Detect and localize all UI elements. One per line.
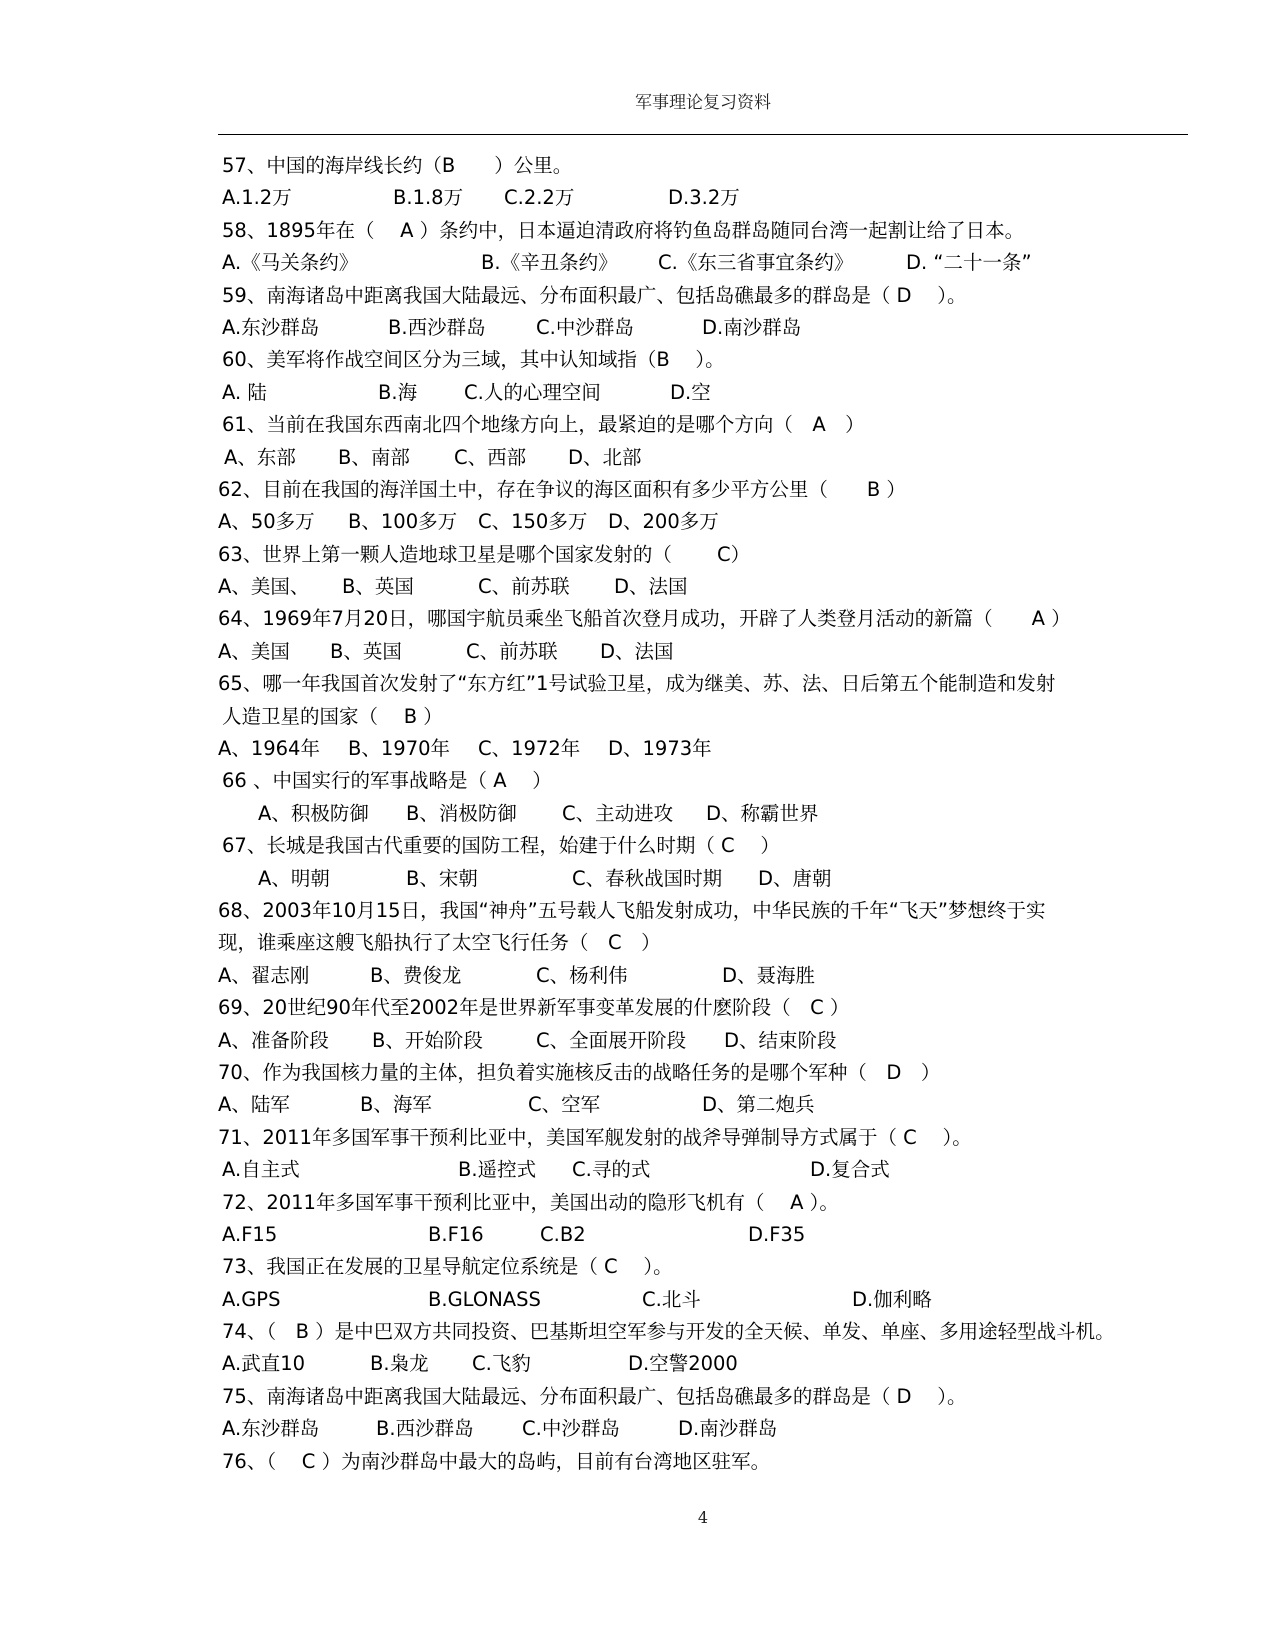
question-line — [218, 1381, 1208, 1413]
question-text: 64、1969年7月20日，哪国宇航员乘坐飞船首次登月成功，开辟了人类登月活动的新篇（ A ） — [218, 607, 1071, 631]
question-text: 71、2011年多国军事干预利比亚中，美国军舰发射的战斧导弹制导方式属于（ C ）。 — [218, 1125, 972, 1149]
answer-option: D、聂海胜 — [722, 963, 816, 987]
answer-option: A.东沙群岛 — [222, 315, 320, 339]
answer-option: C.飞豹 — [472, 1352, 531, 1376]
options-line — [218, 506, 1208, 538]
answer-option: D、唐朝 — [758, 866, 832, 890]
answer-option: D、法国 — [614, 575, 688, 599]
answer-option: B、海军 — [360, 1093, 432, 1117]
question-line — [218, 765, 1208, 797]
options-line — [218, 863, 1208, 895]
question-text: 70、作为我国核力量的主体，担负着实施核反击的战略任务的是哪个军种（ D ） — [218, 1060, 941, 1084]
answer-option: C.寻的式 — [572, 1158, 651, 1182]
answer-option: C.《东三省事宜条约》 — [658, 251, 854, 275]
question-text: 66 、中国实行的军事战略是（ A ） — [222, 769, 552, 793]
answer-option: B.F16 — [428, 1222, 484, 1246]
answer-option: C、主动进攻 — [562, 801, 674, 825]
question-line — [218, 150, 1208, 182]
answer-option: A.《马关条约》 — [222, 251, 359, 275]
options-line — [218, 798, 1208, 830]
options-line — [218, 733, 1208, 765]
answer-option: C、前苏联 — [466, 639, 558, 663]
answer-option: B.1.8万 — [393, 186, 464, 210]
answer-option: D、结束阶段 — [724, 1028, 837, 1052]
answer-option: C、全面展开阶段 — [536, 1028, 687, 1052]
answer-option: A.东沙群岛 — [222, 1417, 320, 1441]
answer-option: B、英国 — [330, 639, 402, 663]
answer-option: D、法国 — [600, 639, 674, 663]
answer-option: B、1970年 — [348, 737, 451, 761]
options-line — [218, 636, 1208, 668]
question-line — [218, 992, 1208, 1024]
options-line — [218, 182, 1208, 214]
answer-option: D、称霸世界 — [706, 801, 819, 825]
answer-option: D、北部 — [568, 445, 642, 469]
question-line — [218, 409, 1208, 441]
header-rule — [218, 134, 1188, 135]
answer-option: A.武直10 — [222, 1352, 306, 1376]
question-text: 72、2011年多国军事干预利比亚中，美国出动的隐形飞机有（ A ）。 — [222, 1190, 839, 1214]
answer-option: A、积极防御 — [258, 801, 369, 825]
question-line — [218, 539, 1208, 571]
answer-option: B、费俊龙 — [370, 963, 462, 987]
answer-option: A.自主式 — [222, 1158, 300, 1182]
page-number: 4 — [697, 1508, 709, 1527]
answer-option: B.枭龙 — [370, 1352, 429, 1376]
question-line — [218, 344, 1208, 376]
question-line — [218, 603, 1208, 635]
options-line — [218, 312, 1208, 344]
answer-option: D.3.2万 — [668, 186, 740, 210]
question-line — [218, 1122, 1208, 1154]
question-text: 62、目前在我国的海洋国土中，存在争议的海区面积有多少平方公里（ B ） — [218, 477, 906, 501]
options-line — [218, 1348, 1208, 1380]
question-line — [218, 701, 1208, 733]
answer-option: D.伽利略 — [852, 1287, 932, 1311]
options-line — [218, 247, 1208, 279]
answer-option: B、南部 — [338, 445, 410, 469]
question-line — [218, 927, 1208, 959]
answer-option: B、英国 — [342, 575, 414, 599]
answer-option: A、美国、 — [218, 575, 310, 599]
question-text: 58、1895年在（ A ）条约中，日本逼迫清政府将钓鱼岛群岛随同台湾一起割让给了日本。 — [222, 218, 1025, 242]
answer-option: B.遥控式 — [458, 1158, 537, 1182]
answer-option: C.2.2万 — [504, 186, 575, 210]
options-line — [218, 442, 1208, 474]
question-text: 68、2003年10月15日，我国“神舟”五号载人飞船发射成功，中华民族的千年“飞天”梦想终于实 — [218, 898, 1046, 922]
question-text: 63、世界上第一颗人造地球卫星是哪个国家发射的（ C） — [218, 542, 751, 566]
question-text: 61、当前在我国东西南北四个地缘方向上，最紧迫的是哪个方向（ A ） — [222, 413, 865, 437]
answer-option: A、东部 — [224, 445, 296, 469]
question-list — [218, 150, 1208, 1478]
question-text: 75、南海诸岛中距离我国大陆最远、分布面积最广、包括岛礁最多的群岛是（ D ）。 — [222, 1384, 967, 1408]
question-text: 73、我国正在发展的卫星导航定位系统是（ C ）。 — [222, 1255, 673, 1279]
answer-option: C.北斗 — [642, 1287, 701, 1311]
answer-option: B、100多万 — [348, 510, 458, 534]
options-line — [218, 1284, 1208, 1316]
question-text: 67、长城是我国古代重要的国防工程，始建于什么时期（ C ） — [222, 834, 780, 858]
answer-option: D、1973年 — [608, 737, 712, 761]
answer-option: D.复合式 — [810, 1158, 890, 1182]
answer-option: D.F35 — [748, 1222, 806, 1246]
answer-option: A.F15 — [222, 1222, 278, 1246]
question-text: 59、南海诸岛中距离我国大陆最远、分布面积最广、包括岛礁最多的群岛是（ D ）。 — [222, 283, 967, 307]
answer-option: C、1972年 — [478, 737, 581, 761]
answer-option: A、明朝 — [258, 866, 330, 890]
options-line — [218, 1413, 1208, 1445]
question-text: 65、哪一年我国首次发射了“东方红”1号试验卫星，成为继美、苏、法、日后第五个能制造和发射 — [218, 672, 1056, 696]
answer-option: D.南沙群岛 — [678, 1417, 778, 1441]
answer-option: B.西沙群岛 — [388, 315, 486, 339]
question-line — [218, 1057, 1208, 1089]
question-text: 人造卫星的国家（ B ） — [222, 704, 443, 728]
answer-option: B.《辛丑条约》 — [481, 251, 618, 275]
question-text: 57、中国的海岸线长约（B ）公里。 — [222, 154, 573, 177]
answer-option: D. “二十一条” — [906, 251, 1032, 275]
answer-option: C.人的心理空间 — [464, 380, 601, 404]
answer-option: C、杨利伟 — [536, 963, 628, 987]
answer-option: B.海 — [378, 380, 418, 404]
answer-option: D.空警2000 — [628, 1352, 738, 1376]
question-line — [218, 830, 1208, 862]
question-text: 现，谁乘座这艘飞船执行了太空飞行任务（ C ） — [218, 931, 661, 955]
answer-option: C、150多万 — [478, 510, 588, 534]
answer-option: A、陆军 — [218, 1093, 290, 1117]
options-line — [218, 1089, 1208, 1121]
answer-option: A.GPS — [222, 1287, 281, 1311]
answer-option: C.中沙群岛 — [536, 315, 634, 339]
answer-option: C、前苏联 — [478, 575, 570, 599]
question-line — [218, 280, 1208, 312]
answer-option: A、50多万 — [218, 510, 315, 534]
question-text: 60、美军将作战空间区分为三域，其中认知域指（B ）。 — [222, 348, 725, 372]
answer-option: D、第二炮兵 — [702, 1093, 815, 1117]
answer-option: B.GLONASS — [428, 1287, 541, 1311]
answer-option: A.1.2万 — [222, 186, 292, 210]
answer-option: C、西部 — [454, 445, 527, 469]
question-line — [218, 474, 1208, 506]
question-text: 76、（ C ）为南沙群岛中最大的岛屿，目前有台湾地区驻军。 — [222, 1449, 771, 1473]
options-line — [218, 1025, 1208, 1057]
question-line — [218, 1446, 1208, 1478]
question-line — [218, 668, 1208, 700]
answer-option: A、1964年 — [218, 737, 320, 761]
question-line — [218, 1251, 1208, 1283]
options-line — [218, 1154, 1208, 1186]
answer-option: B、消极防御 — [406, 801, 517, 825]
options-line — [218, 377, 1208, 409]
answer-option: D.空 — [670, 380, 711, 404]
question-line — [218, 215, 1208, 247]
answer-option: A、美国 — [218, 639, 290, 663]
answer-option: C、春秋战国时期 — [572, 866, 723, 890]
answer-option: A、准备阶段 — [218, 1028, 329, 1052]
answer-option: A、翟志刚 — [218, 963, 310, 987]
options-line — [218, 571, 1208, 603]
question-text: 69、20世纪90年代至2002年是世界新军事变革发展的什麽阶段（ C ） — [218, 996, 850, 1020]
answer-option: B、开始阶段 — [372, 1028, 483, 1052]
question-line — [218, 895, 1208, 927]
answer-option: D.南沙群岛 — [702, 315, 802, 339]
question-text: 74、（ B ）是中巴双方共同投资、巴基斯坦空军参与开发的全天候、单发、单座、多用途轻型战斗机。 — [222, 1320, 1115, 1344]
answer-option: B、宋朝 — [406, 866, 478, 890]
answer-option: C、空军 — [528, 1093, 601, 1117]
answer-option: C.B2 — [540, 1222, 586, 1246]
answer-option: B.西沙群岛 — [376, 1417, 474, 1441]
options-line — [218, 1219, 1208, 1251]
page-header-title: 军事理论复习资料 — [635, 93, 771, 113]
answer-option: A. 陆 — [222, 380, 267, 404]
answer-option: C.中沙群岛 — [522, 1417, 620, 1441]
question-line — [218, 1187, 1208, 1219]
answer-option: D、200多万 — [608, 510, 719, 534]
question-line — [218, 1316, 1208, 1348]
options-line — [218, 960, 1208, 992]
